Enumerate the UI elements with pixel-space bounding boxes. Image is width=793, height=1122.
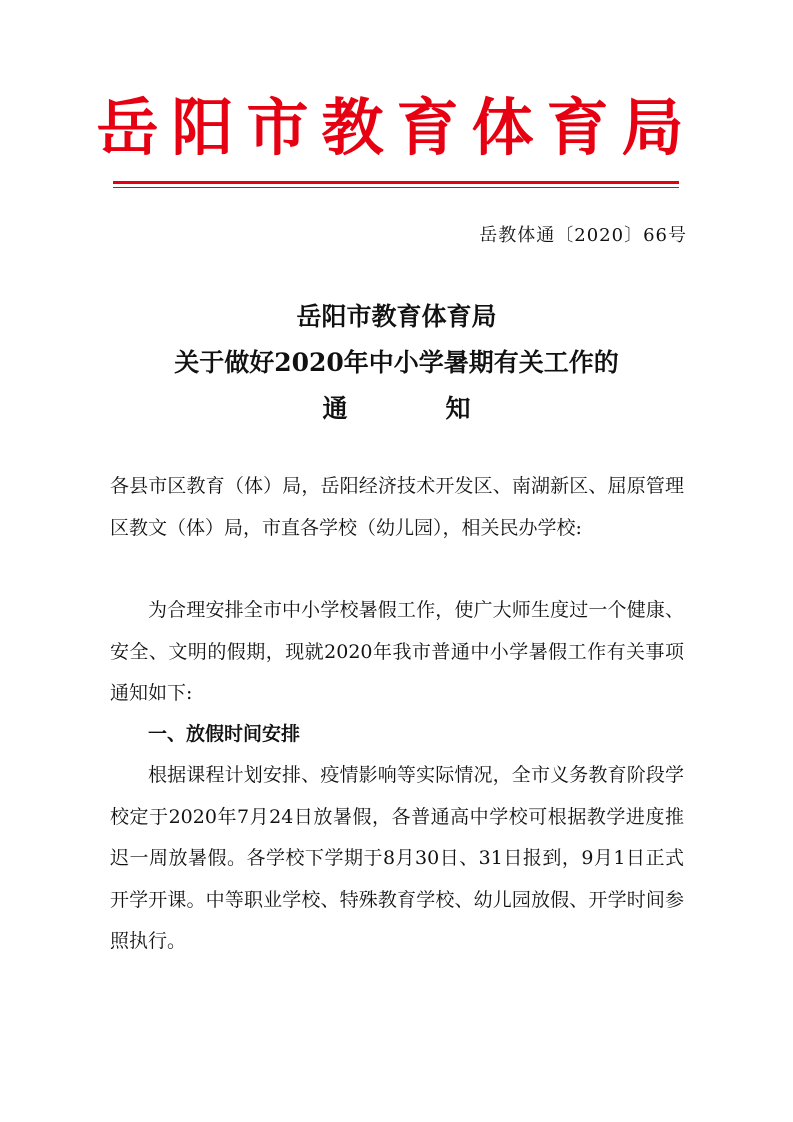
section-heading-vacation-schedule: 一、放假时间安排 — [148, 723, 301, 745]
document-title-line-1: 岳阳市教育体育局 — [296, 302, 497, 331]
letterhead-divider-thin — [113, 187, 679, 188]
letterhead-org-name: 岳阳市教育体育局 — [96, 91, 697, 164]
intro-paragraph: 为合理安排全市中小学校暑假工作，使广大师生度过一个健康、安全、文明的假期，现就2020年我市普通中小学暑假工作有关事项通知如下: — [110, 599, 684, 704]
document-number: 岳教体通〔2020〕66号 — [479, 225, 687, 246]
letterhead-divider-thick — [113, 181, 679, 184]
document-title-line-2: 关于做好2020年中小学暑期有关工作的 — [174, 348, 619, 377]
salutation-paragraph: 各县市区教育（体）局，岳阳经济技术开发区、南湖新区、屈原管理区教文（体）局，市直各学校（幼儿园），相关民办学校: — [110, 475, 684, 539]
document-title-line-3: 通知 — [322, 394, 569, 423]
section-paragraph-vacation-schedule: 根据课程计划安排、疫情影响等实际情况，全市义务教育阶段学校定于2020年7月24日放暑假，各普通高中学校可根据教学进度推迟一周放暑假。各学校下学期于8月30日、31日报到，9月1日正式开学开课。中等职业学校、特殊教育学校、幼儿园放假、开学时间参照执行。 — [110, 764, 684, 952]
